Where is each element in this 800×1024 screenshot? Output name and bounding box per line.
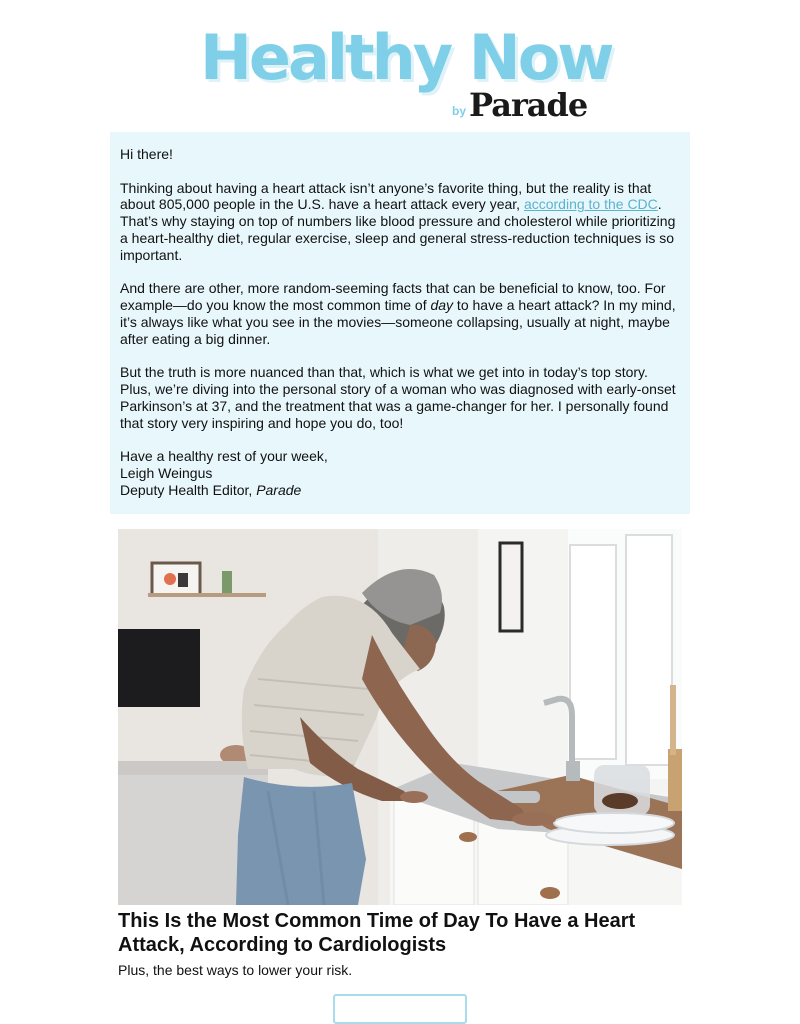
signoff-line: Have a healthy rest of your week, bbox=[120, 448, 328, 465]
intro-greeting: Hi there! bbox=[120, 146, 173, 162]
story-hero-image[interactable] bbox=[118, 529, 682, 905]
intro-paragraph-2 bbox=[120, 280, 680, 347]
logo-by-text: by bbox=[452, 104, 467, 118]
logo-parade-wordmark: Parade bbox=[469, 86, 588, 124]
intro-p1-text-b: . That’s why staying on top of numbers like blood pressure and cholesterol while prioritizing a heart-healthy diet, regular exercise, sleep and general stress-reduction techniques is so important. bbox=[120, 196, 676, 263]
kitchen-photo-icon bbox=[118, 529, 682, 905]
intro-signature bbox=[120, 448, 680, 498]
read-more-button[interactable] bbox=[333, 994, 467, 1024]
intro-paragraph-3: But the truth is more nuanced than that, which is what we get into in today’s top story. Plus, we’re diving into the personal story of a woman who was diagnosed with early-onset Parkinson’s at 37, and the treatment that was a game-changer for her. I personally found that story very inspiring and hope you do, too! bbox=[120, 364, 676, 431]
story-headline-link[interactable]: This Is the Most Common Time of Day To Have a Heart Attack, According to Cardiologists bbox=[118, 910, 636, 956]
intro-p2-text-a: And there are other, more random-seeming facts that can be beneficial to know, too. For example—do you know the most common time of bbox=[120, 280, 666, 314]
logo-title: Healthy Now bbox=[200, 21, 612, 94]
author-role: Deputy Health Editor, bbox=[120, 481, 257, 498]
cdc-link[interactable]: according to the CDC bbox=[523, 196, 658, 213]
story-subtitle: Plus, the best ways to lower your risk. bbox=[118, 962, 353, 978]
intro-p2-italic: day bbox=[430, 297, 454, 314]
editor-intro-box bbox=[110, 132, 690, 514]
intro-paragraph-1 bbox=[120, 180, 680, 264]
healthy-now-logo[interactable] bbox=[0, 22, 800, 126]
author-publication: Parade bbox=[256, 481, 302, 498]
author-name: Leigh Weingus bbox=[120, 465, 213, 482]
intro-p2-text-b: to have a heart attack? In my mind, it’s always like what you see in the movies—someone collapsing, usually at night, maybe after eating a big dinner. bbox=[120, 297, 676, 347]
intro-p1-text-a: Thinking about having a heart attack isn’t anyone’s favorite thing, but the reality is that about 805,000 people in the U.S. have a heart attack every year, bbox=[120, 179, 652, 213]
